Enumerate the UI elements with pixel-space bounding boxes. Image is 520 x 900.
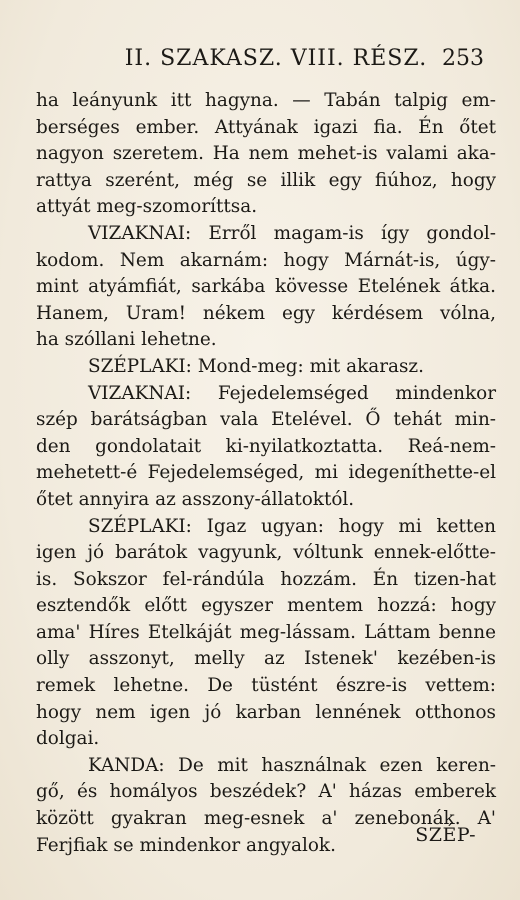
text-line: berséges ember. Attyának igazi fia. Én őtet xyxy=(36,116,496,138)
text-line: ha leányunk itt hagyna. — Tabán talpig em- xyxy=(36,90,496,111)
text-line: mint atyámfiát, sarkába kövesse Etelének átka. xyxy=(36,276,496,298)
text-line: között gyakran meg-esnek a' zenebonák. A' xyxy=(36,808,496,830)
paragraph xyxy=(36,88,496,221)
text-line: attyát meg-szomoríttsa. xyxy=(36,196,258,218)
page-number: 253 xyxy=(442,46,484,71)
text-line: remek lehetne. De tüstént észre-is vettem: xyxy=(36,675,496,697)
text-line: den gondolatait ki-nyilatkoztatta. Reá-nem- xyxy=(36,435,496,457)
text-line: esztendők előtt egyszer mentem hozzá: hogy xyxy=(36,595,496,617)
text-line: gő, és homályos beszédek? A' házas emberek xyxy=(36,781,496,803)
text-line: őtet annyira az asszony-állatoktól. xyxy=(36,488,355,510)
text-line: VIZAKNAI: Erről magam-is így gondol- xyxy=(88,222,496,244)
text-line: kodom. Nem akarnám: hogy Márnát-is, úgy- xyxy=(36,249,496,271)
catchword: SZÉP- xyxy=(415,824,476,846)
text-line: VIZAKNAI: Fejedelemséged mindenkor xyxy=(88,382,496,404)
text-line: Hanem, Uram! nékem egy kérdésem vólna, xyxy=(36,302,496,324)
paragraph xyxy=(36,354,496,381)
text-line: mehetett-é Fejedelemséged, mi idegeníthette-el xyxy=(36,462,496,484)
text-line: KANDA: De mit használnak ezen keren- xyxy=(88,754,496,776)
text-line: rattya szerént, még se illik egy fiúhoz, hogy xyxy=(36,169,496,191)
text-line: ama' Híres Etelkáját meg-lássam. Láttam benne xyxy=(36,621,496,643)
paragraph xyxy=(36,381,496,514)
text-line: Ferjfiak se mindenkor angyalok. xyxy=(36,834,336,856)
text-line: SZÉPLAKI: Igaz ugyan: hogy mi ketten xyxy=(88,515,496,537)
text-line: hogy nem igen jó karban lennének otthonos xyxy=(36,701,496,723)
paragraph xyxy=(36,221,496,354)
text-line: igen jó barátok vagyunk, vóltunk ennek-előtte- xyxy=(36,542,496,564)
text-line: dolgai. xyxy=(36,728,100,750)
body-text xyxy=(36,88,496,859)
text-line: nagyon szeretem. Ha nem mehet-is valami aka- xyxy=(36,143,496,165)
page-header xyxy=(60,46,484,71)
running-head: II. SZAKASZ. VIII. RÉSZ. xyxy=(124,46,428,71)
text-line: ha szóllani lehetne. xyxy=(36,329,217,351)
text-line: is. Sokszor fel-rándúla hozzám. Én tizen-hat xyxy=(36,568,496,590)
text-line: SZÉPLAKI: Mond-meg: mit akarasz. xyxy=(88,355,424,377)
paragraph xyxy=(36,514,496,753)
text-line: szép barátságban vala Etelével. Ő tehát min- xyxy=(36,409,496,431)
text-line: olly asszonyt, melly az Istenek' kezében-is xyxy=(36,648,496,670)
